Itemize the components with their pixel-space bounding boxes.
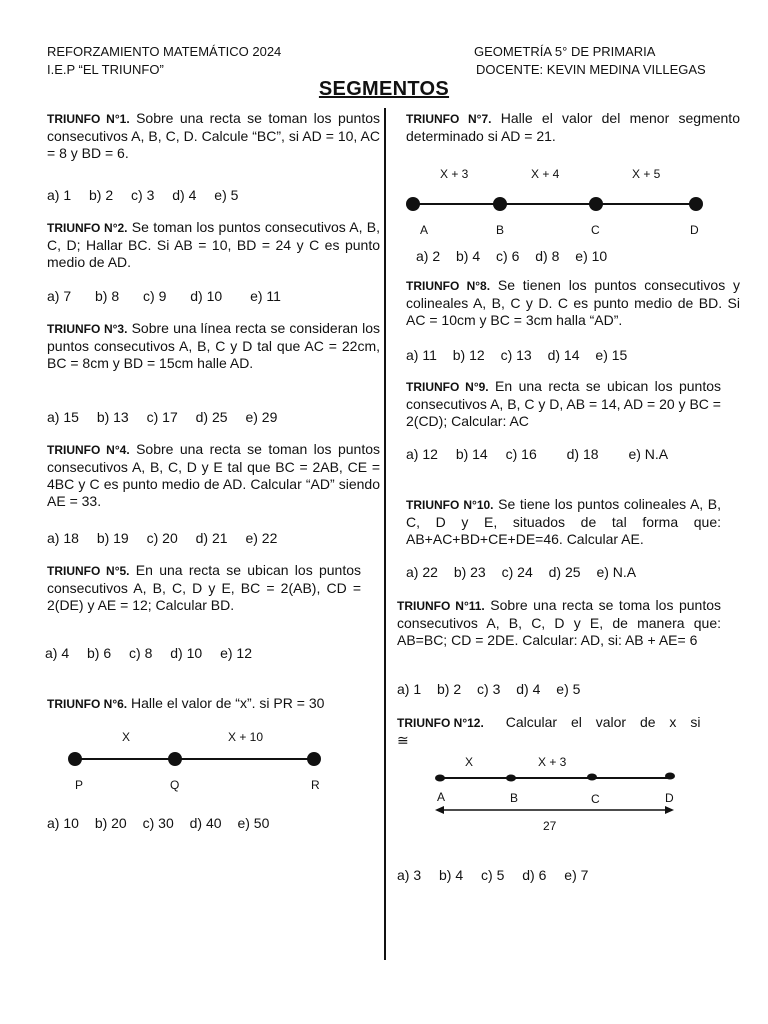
- point-dot: [68, 752, 82, 766]
- point-dot: [307, 752, 321, 766]
- point-dot: [587, 774, 597, 781]
- problem-2: [47, 219, 380, 271]
- problem-text: Halle el valor del menor segmento determinado si AD = 21.: [406, 110, 740, 144]
- option: b) 2: [437, 681, 462, 697]
- point-dot: [406, 197, 420, 211]
- point-label: D: [690, 223, 699, 237]
- problem-1-options: [47, 187, 252, 204]
- problem-text: Sobre una recta se toma los puntos consecutivos A, B, C, D y E, de manera que: AB=BC; CD = 2DE. Calcular: AD, si: AB + AE= 6: [397, 597, 721, 648]
- option: e) 5: [214, 187, 239, 203]
- option: d) 18: [566, 446, 599, 462]
- page-title: SEGMENTOS: [318, 78, 450, 100]
- option: b) 8: [95, 288, 120, 304]
- point-label: A: [420, 223, 429, 237]
- option: b) 6: [87, 645, 112, 661]
- option: d) 4: [516, 681, 541, 697]
- option: e) 5: [556, 681, 581, 697]
- problem-text: Se tiene los puntos colineales A, B, C, D y E, situados de tal forma que: AB+AC+BD+CE+DE=46. Calcular AE.: [406, 496, 721, 547]
- problem-text: En una recta se ubican los puntos consecutivos A, B, C y D, AB = 14, AD = 20 y BC = 2(CD); Calcular: AC: [406, 378, 721, 429]
- option: a) 15: [47, 409, 79, 425]
- option: a) 11: [406, 347, 437, 363]
- point-dot: [435, 775, 445, 782]
- point-dot: [589, 197, 603, 211]
- segment-label: X: [465, 755, 474, 769]
- problem-11: [397, 597, 721, 649]
- option: c) 13: [500, 347, 532, 363]
- point-label: B: [496, 223, 505, 237]
- problem-6: [47, 695, 380, 713]
- problem-11-options: [397, 681, 594, 698]
- header-subject: GEOMETRÍA 5° DE PRIMARIA: [474, 44, 656, 59]
- problem-9: [406, 378, 721, 430]
- problem-2-options: [47, 288, 295, 305]
- problem-label: TRIUNFO N°10.: [406, 498, 494, 512]
- option: a) 7: [47, 288, 72, 304]
- option: b) 2: [89, 187, 114, 203]
- header-teacher: DOCENTE: KEVIN MEDINA VILLEGAS: [476, 62, 706, 77]
- point-label: B: [510, 791, 519, 805]
- problem-8-options: [406, 347, 641, 364]
- option: a) 22: [406, 564, 438, 580]
- option: b) 19: [96, 530, 129, 546]
- segment-figure-7: [400, 162, 720, 242]
- point-dot: [493, 197, 507, 211]
- problem-12: [397, 714, 721, 749]
- segment-label: X + 10: [228, 730, 264, 744]
- option: b) 14: [455, 446, 488, 462]
- option: c) 3: [131, 187, 155, 203]
- option: a) 3: [397, 867, 422, 883]
- point-label: A: [437, 790, 446, 804]
- segment-label: X: [122, 730, 131, 744]
- problem-label: TRIUNFO N°7.: [406, 112, 492, 126]
- header-school: I.E.P “EL TRIUNFO”: [47, 62, 164, 77]
- segment-figure-12: [430, 750, 690, 840]
- point-label: C: [591, 792, 600, 806]
- problem-text: Sobre una recta se toman los puntos consecutivos A, B, C, D y E tal que BC = 2AB, CE = 4BC y C es punto medio de AD. Calcular “AD” siendo AE = 33.: [47, 441, 381, 509]
- point-label: D: [665, 791, 674, 805]
- header-course: REFORZAMIENTO MATEMÁTICO 2024: [47, 44, 282, 59]
- point-dot: [168, 752, 182, 766]
- point-dot: [689, 197, 703, 211]
- segment-label: X + 4: [531, 167, 560, 181]
- option: b) 23: [453, 564, 486, 580]
- problem-text: Sobre una recta se toman los puntos consecutivos A, B, C, D. Calcule “BC”, si AD = 10, AC = 8 y BD = 6.: [47, 110, 381, 161]
- column-divider: [384, 108, 386, 960]
- problem-10: [406, 496, 721, 548]
- problem-7: [406, 110, 740, 145]
- point-label: C: [591, 223, 600, 237]
- option: e) 15: [595, 347, 628, 363]
- problem-label: TRIUNFO N°12.: [397, 716, 484, 730]
- option: c) 8: [129, 645, 153, 661]
- problem-9-options: [406, 446, 682, 463]
- segment-label: X + 3: [538, 755, 567, 769]
- arrow-left-icon: [435, 806, 444, 814]
- option: d) 14: [547, 347, 580, 363]
- problem-label: TRIUNFO N°3.: [47, 322, 128, 336]
- problem-label: TRIUNFO N°9.: [406, 380, 489, 394]
- segment-label: X + 3: [440, 167, 469, 181]
- option: d) 25: [548, 564, 581, 580]
- option: e) N.A: [628, 446, 669, 462]
- problem-label: TRIUNFO N°2.: [47, 221, 128, 235]
- option: a) 18: [47, 530, 79, 546]
- problem-text: Halle el valor de “x”. si PR = 30: [131, 695, 325, 711]
- option: b) 4: [456, 248, 481, 264]
- option: c) 9: [143, 288, 167, 304]
- option: b) 12: [452, 347, 485, 363]
- option: b) 13: [96, 409, 129, 425]
- option: a) 12: [406, 446, 438, 462]
- option: e) 50: [237, 815, 270, 831]
- problem-1: [47, 110, 380, 162]
- segment-label: X + 5: [632, 167, 661, 181]
- problem-text: En una recta se ubican los puntos consecutivos A, B, C, D y E, BC = 2(AB), CD = 2(DE) y AE = 12; Calcular BD.: [47, 562, 361, 613]
- option: d) 4: [172, 187, 197, 203]
- problem-5: [47, 562, 361, 614]
- problem-3: [47, 320, 380, 372]
- option: d) 40: [189, 815, 222, 831]
- option: c) 30: [142, 815, 174, 831]
- option: d) 8: [535, 248, 560, 264]
- point-label: R: [311, 778, 320, 792]
- option: b) 20: [94, 815, 127, 831]
- option: d) 6: [522, 867, 547, 883]
- problem-label: TRIUNFO N°5.: [47, 564, 130, 578]
- problem-7-options: [416, 248, 621, 265]
- option: d) 10: [190, 288, 223, 304]
- option: e) 10: [575, 248, 608, 264]
- problem-8: [406, 277, 740, 329]
- problem-text: Se tienen los puntos consecutivos y colineales A, B, C y D. C es punto medio de BD. Si AC = 10cm y BC = 3cm halla “AD”.: [406, 277, 741, 328]
- option: c) 20: [146, 530, 178, 546]
- option: a) 2: [416, 248, 441, 264]
- problem-label: TRIUNFO N°1.: [47, 112, 130, 126]
- option: a) 1: [397, 681, 422, 697]
- option: e) 7: [564, 867, 589, 883]
- option: c) 5: [481, 867, 505, 883]
- option: e) N.A: [596, 564, 637, 580]
- problem-6-options: [47, 815, 283, 832]
- option: e) 12: [220, 645, 252, 661]
- point-dot: [506, 775, 516, 782]
- option: e) 22: [245, 530, 278, 546]
- problem-4-options: [47, 530, 291, 547]
- problem-label: TRIUNFO N°6.: [47, 697, 128, 711]
- point-label: P: [75, 778, 84, 792]
- option: e) 29: [245, 409, 278, 425]
- option: c) 3: [477, 681, 501, 697]
- problem-text: Sobre una línea recta se consideran los puntos consecutivos A, B, C y D tal que AC = 22cm, BC = 8cm y BD = 15cm halle AD.: [47, 320, 380, 371]
- option: e) 11: [250, 288, 281, 304]
- measure-label: 27: [543, 819, 557, 833]
- problem-4: [47, 441, 380, 510]
- point-label: Q: [170, 778, 180, 792]
- option: b) 4: [439, 867, 464, 883]
- problem-5-options: [45, 645, 266, 662]
- option: a) 10: [47, 815, 79, 831]
- problem-label: TRIUNFO N°4.: [47, 443, 130, 457]
- problem-label: TRIUNFO N°8.: [406, 279, 491, 293]
- problem-3-options: [47, 409, 291, 426]
- problem-text: Se toman los puntos consecutivos A, B, C, D; Hallar BC. Si AB = 10, BD = 24 y C es punto medio de AD.: [47, 219, 380, 270]
- problem-10-options: [406, 564, 650, 581]
- segment-figure-6: [60, 725, 340, 795]
- option: d) 25: [195, 409, 228, 425]
- option: a) 1: [47, 187, 72, 203]
- option: c) 6: [496, 248, 520, 264]
- point-dot: [665, 773, 675, 780]
- problem-label: TRIUNFO N°11.: [397, 599, 485, 613]
- option: c) 17: [146, 409, 178, 425]
- option: c) 24: [501, 564, 533, 580]
- option: a) 4: [45, 645, 70, 661]
- problem-text: Calcular el valor de x si ≅: [397, 714, 701, 748]
- option: d) 21: [195, 530, 228, 546]
- option: c) 16: [505, 446, 537, 462]
- problem-12-options: [397, 867, 602, 884]
- arrow-right-icon: [665, 806, 674, 814]
- option: d) 10: [170, 645, 203, 661]
